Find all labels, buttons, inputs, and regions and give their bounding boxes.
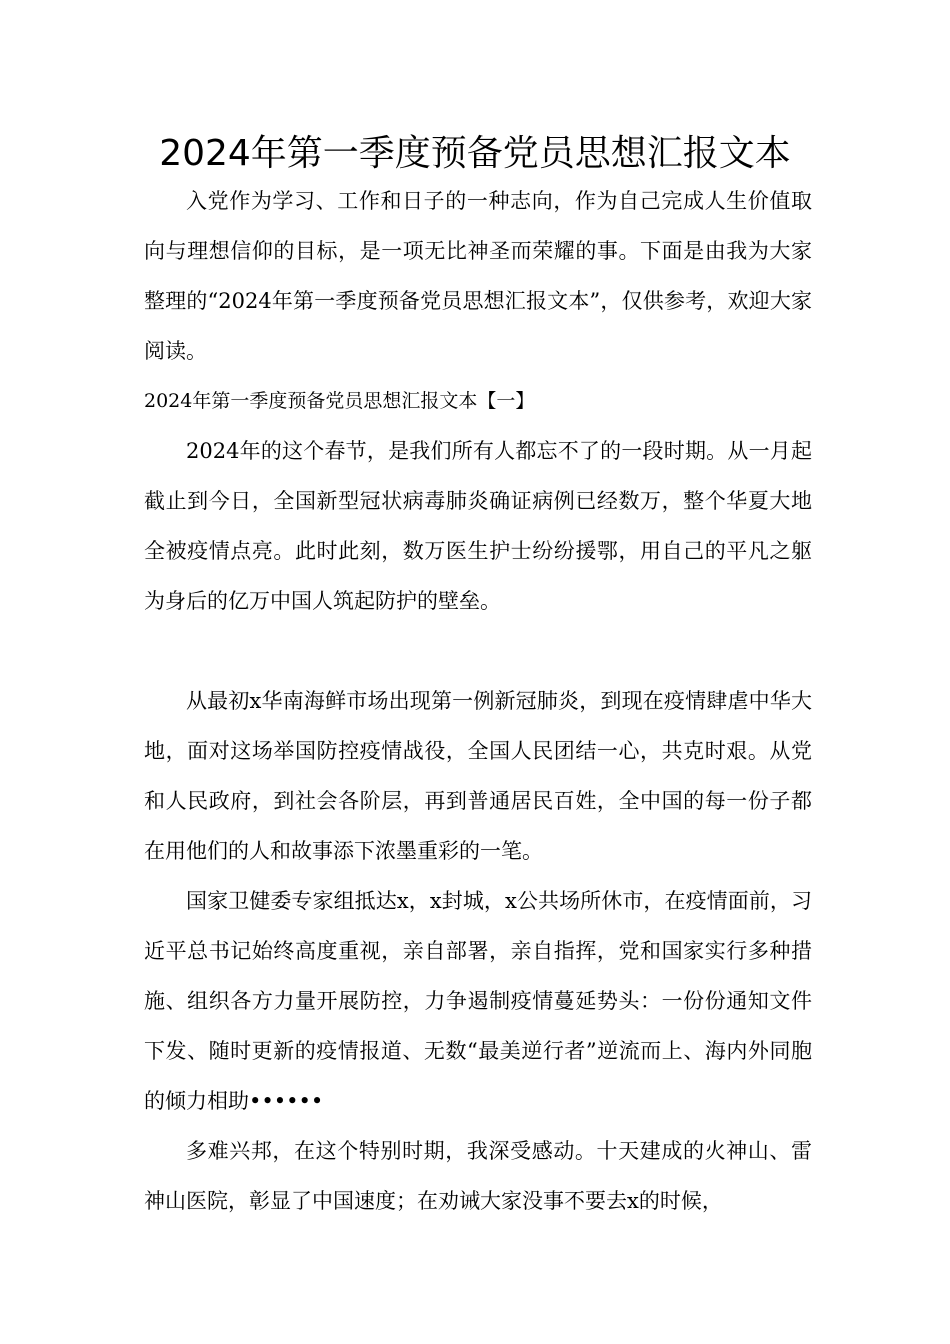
body-paragraph-1: 2024年的这个春节，是我们所有人都忘不了的一段时期。从一月起截止到今日，全国新型冠状病毒肺炎确证病例已经数万，整个华夏大地全被疫情点亮。此时此刻，数万医生护士纷纷援鄂，用自己的平凡之躯为身后的亿万中国人筑起防护的壁垒。 [144, 439, 812, 613]
document-body [144, 176, 812, 1226]
body-paragraph-4: 多难兴邦，在这个特别时期，我深受感动。十天建成的火神山、雷神山医院，彰显了中国速度；在劝诫大家没事不要去x的时候， [144, 1139, 812, 1213]
body-paragraph-3: 国家卫健委专家组抵达x，x封城，x公共场所休市，在疫情面前，习近平总书记始终高度重视，亲自部署，亲自指挥，党和国家实行多种措施、组织各方力量开展防控，力争遏制疫情蔓延势头：一份份通知文件下发、随时更新的疫情报道、无数“最美逆行者”逆流而上、海内外同胞的倾力相助•••••• [144, 889, 812, 1113]
section-heading: 2024年第一季度预备党员思想汇报文本【一】 [144, 390, 535, 412]
paragraph-gap [144, 626, 812, 676]
body-paragraph-2: 从最初x华南海鲜市场出现第一例新冠肺炎，到现在疫情肆虐中华大地，面对这场举国防控疫情战役，全国人民团结一心，共克时艰。从党和人民政府，到社会各阶层，再到普通居民百姓，全中国的每一份子都在用他们的人和故事添下浓墨重彩的一笔。 [144, 689, 812, 863]
document-title: 2024年第一季度预备党员思想汇报文本 [159, 133, 791, 174]
intro-paragraph: 入党作为学习、工作和日子的一种志向，作为自己完成人生价值取向与理想信仰的目标，是一项无比神圣而荣耀的事。下面是由我为大家整理的“2024年第一季度预备党员思想汇报文本”，仅供参考，欢迎大家阅读。 [144, 189, 812, 363]
